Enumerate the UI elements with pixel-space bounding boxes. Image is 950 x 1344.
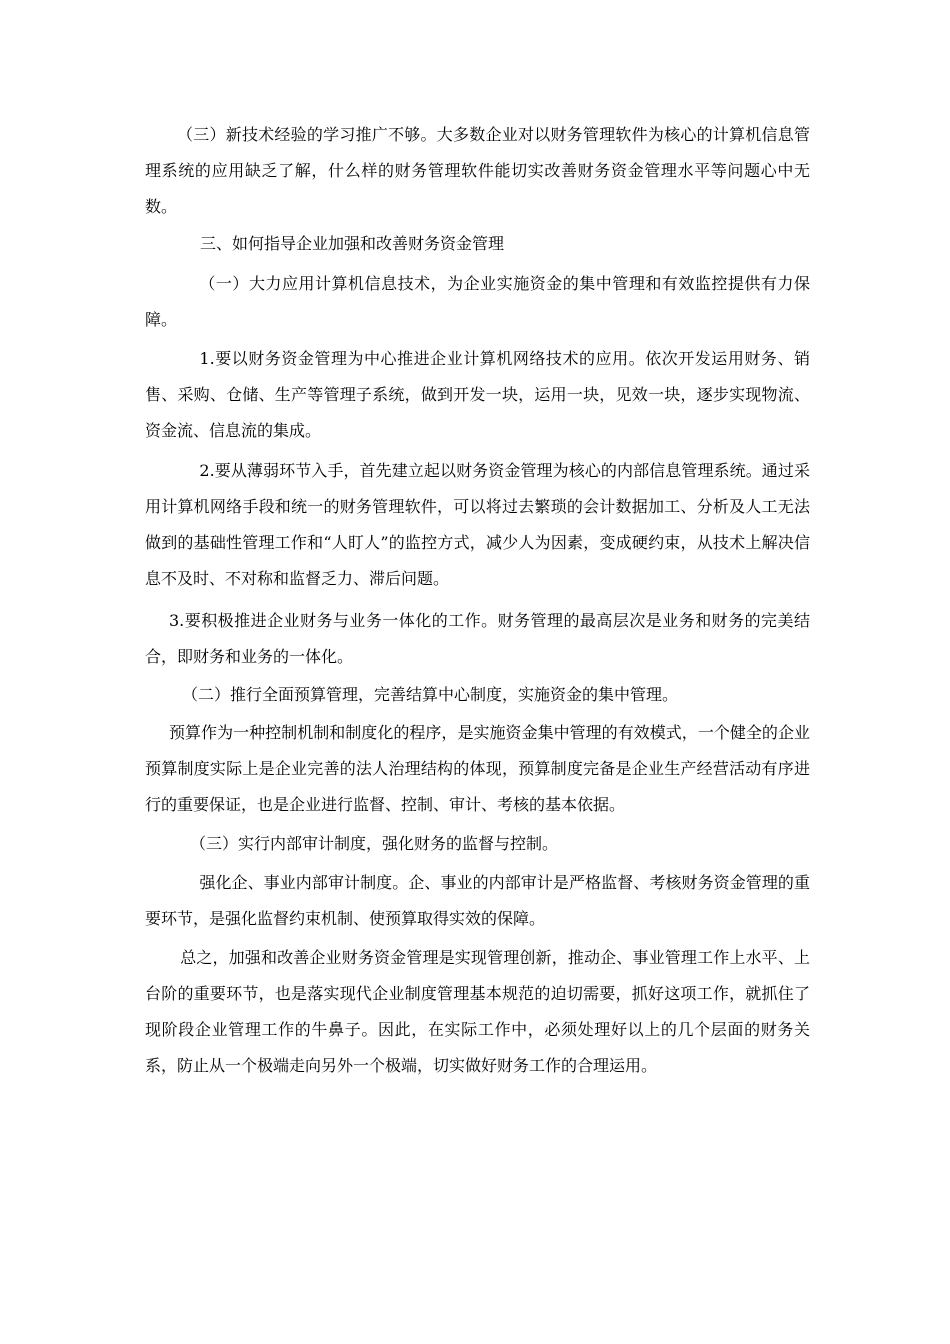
- paragraph-tech-promotion: （三）新技术经验的学习推广不够。大多数企业对以财务管理软件为核心的计算机信息管理系统的应用缺乏了解，什么样的财务管理软件能切实改善财务资金管理水平等问题心中无数。: [145, 125, 810, 216]
- paragraph-computer-tech: （一）大力应用计算机信息技术，为企业实施资金的集中管理和有效监控提供有力保障。: [145, 274, 810, 329]
- section-heading-three: 三、如何指导企业加强和改善财务资金管理: [200, 234, 505, 253]
- paragraph-conclusion: 总之，加强和改善企业财务资金管理是实现管理创新，推动企、事业管理工作上水平、上台阶的重要环节，也是落实现代企业制度管理基本规范的迫切需要，抓好这项工作，就抓住了现阶段企业管理工作的牛鼻子。因此，在实际工作中，必须处理好以上的几个层面的财务关系，防止从一个极端走向另外一个极端，切实做好财务工作的合理运用。: [145, 948, 810, 1075]
- paragraph-audit: 强化企、事业内部审计制度。企、事业的内部审计是严格监督、考核财务资金管理的重要环节，是强化监督约束机制、使预算取得实效的保障。: [145, 873, 810, 928]
- paragraph-item-3: 3.要积极推进企业财务与业务一体化的工作。财务管理的最高层次是业务和财务的完美结合，即财务和业务的一体化。: [145, 611, 810, 666]
- subsection-heading-two: （二）推行全面预算管理，完善结算中心制度，实施资金的集中管理。: [182, 685, 679, 704]
- paragraph-item-1: 1.要以财务资金管理为中心推进企业计算机网络技术的应用。依次开发运用财务、销售、采购、仓储、生产等管理子系统，做到开发一块，运用一块，见效一块，逐步实现物流、资金流、信息流的集成。: [145, 349, 810, 440]
- paragraph-budget: 预算作为一种控制机制和制度化的程序，是实施资金集中管理的有效模式，一个健全的企业预算制度实际上是企业完善的法人治理结构的体现，预算制度完备是企业生产经营活动有序进行的重要保证，也是企业进行监督、控制、审计、考核的基本依据。: [145, 723, 810, 814]
- paragraph-item-2: 2.要从薄弱环节入手，首先建立起以财务资金管理为核心的内部信息管理系统。通过采用计算机网络手段和统一的财务管理软件，可以将过去繁琐的会计数据加工、分析及人工无法做到的基础性管理工作和“人盯人”的监控方式，减少人为因素，变成硬约束，从技术上解决信息不及时、不对称和监督乏力、滞后问题。: [145, 461, 810, 588]
- subsection-heading-three: （三）实行内部审计制度，强化财务的监督与控制。: [190, 834, 559, 853]
